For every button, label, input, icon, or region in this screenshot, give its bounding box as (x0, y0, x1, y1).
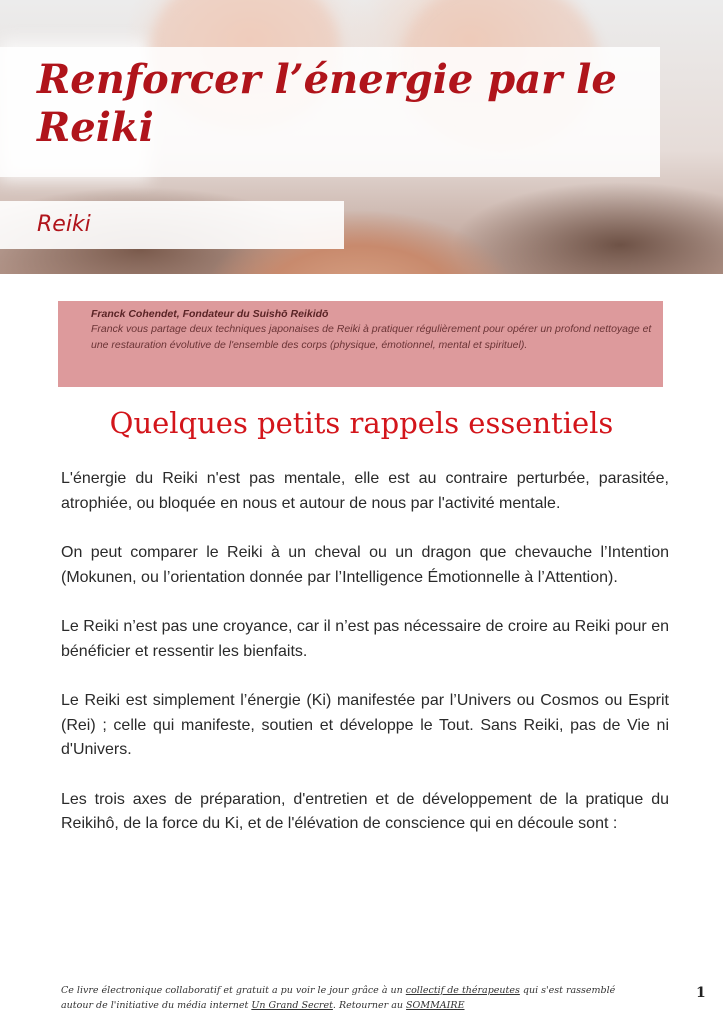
article-body (61, 467, 669, 837)
sommaire-link[interactable]: SOMMAIRE (406, 1000, 465, 1011)
paragraph: Les trois axes de préparation, d'entretien et de développement de la pratique du Reikihô, de la force du Ki, et de l'élévation de conscience qui en découle sont : (61, 790, 669, 832)
page-subtitle: Reiki (37, 212, 91, 237)
section-heading: Quelques petits rappels essentiels (109, 406, 614, 440)
author-box (58, 301, 663, 387)
paragraph: Le Reiki n’est pas une croyance, car il n’est pas nécessaire de croire au Reiki pour en bénéficier et ressentir les bienfaits. (61, 618, 669, 660)
page-title: Renforcer l’énergie par le Reiki (37, 56, 617, 151)
paragraph: On peut comparer le Reiki à un cheval ou un dragon que chevauche l’Intention (Mokunen, ou l’orientation donnée par l’Intelligence Émotionnelle à l’Attention). (61, 544, 669, 586)
paragraph: L'énergie du Reiki n'est pas mentale, elle est au contraire perturbée, parasitée, atrophiée, ou bloquée en nous et autour de nous par l'activité mentale. (61, 470, 669, 512)
footer-text: Ce livre électronique collaboratif et gratuit a pu voir le jour grâce à un (61, 985, 406, 996)
footer-text: . Retourner au (332, 1000, 407, 1011)
collectif-link[interactable]: collectif de thérapeutes (405, 985, 520, 996)
footer-text: qui s'est rassemblé autour de l'initiative du média internet (61, 985, 616, 1011)
un-grand-secret-link[interactable]: Un Grand Secret (251, 1000, 333, 1011)
author-name: Franck Cohendet, Fondateur du Suishō Reikidō (91, 308, 329, 320)
paragraph: Le Reiki est simplement l’énergie (Ki) manifestée par l’Univers ou Cosmos ou Esprit (Rei) ; celle qui manifeste, soutien et développe le Tout. Sans Reiki, pas de Vie ni d'Univers. (61, 692, 669, 758)
footer-note (61, 983, 621, 1013)
author-description: Franck vous partage deux techniques japonaises de Reiki à pratiquer régulièrement pour opérer un profond nettoyage et une restauration évolutive de l'ensemble des corps (physique, émotionnel, mental et spirituel). (91, 323, 652, 351)
page-number: 1 (696, 985, 706, 1001)
hero-image (0, 0, 723, 274)
